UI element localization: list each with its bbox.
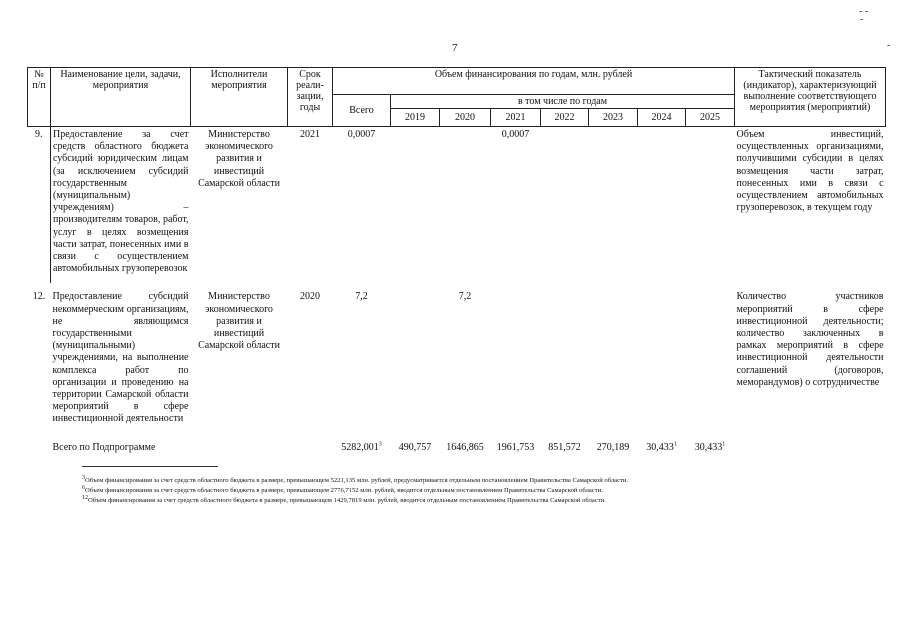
- row-indicator: Количество участников мероприятий в сфере инвестиционной деятельности; количество заключенных в рамках мероприятий в сфере инвестиционной деятельности соглашений (договоров, меморандумов) о сотрудничестве: [736, 291, 884, 388]
- page-number: 7: [452, 42, 458, 54]
- totals-y2022: 851,572: [548, 441, 581, 453]
- row-y2019: [391, 283, 440, 429]
- row-y2021: [491, 283, 541, 429]
- row-y2020: [440, 127, 491, 284]
- row-y2021: 0,0007: [501, 129, 530, 140]
- row-y2023: [589, 127, 638, 284]
- totals-total: 5282,001$^3$: [341, 441, 382, 453]
- row-num: 9.: [35, 129, 43, 140]
- totals-y2019: 490,757: [398, 441, 432, 453]
- row-total: 7,2: [355, 291, 368, 303]
- row-y2024: [638, 127, 686, 284]
- row-term: 2020: [300, 291, 320, 303]
- row-y2025: [686, 283, 735, 429]
- totals-y2025: 30,433$^1$: [694, 441, 726, 453]
- row-term: 2021: [300, 129, 320, 140]
- header-indicator: Тактический показатель (индикатор), характеризующий выполнение соответствующего мероприятия (мероприятий): [735, 68, 886, 127]
- table-row: [28, 283, 886, 429]
- row-indicator: Объем инвестиций, осуществленных организациями, получившими субсидии в целях возмещения части затрат, понесенных ими в связи с осуществлением автомобильных грузоперевозок, в текущем году: [736, 129, 884, 214]
- row-executor: Министерство экономического развития и инвестиций Самарской области: [198, 291, 280, 352]
- row-y2023: [589, 283, 638, 429]
- row-y2022: [541, 283, 589, 429]
- header-funding: Объем финансирования по годам, млн. рублей: [333, 68, 735, 95]
- header-name: Наименование цели, задачи, мероприятия: [51, 68, 191, 127]
- header-year: 2019: [391, 109, 440, 127]
- row-name: Предоставление за счет средств областного бюджета субсидий юридическим лицам (за исключением субсидий государственным (муниципальным) учреждениям) – производителям товаров, работ, услуг в целях возмещения части затрат, понесенных ими в связи с осуществлением автомобильных грузоперевозок: [51, 127, 191, 284]
- totals-row: [28, 430, 886, 455]
- header-including: в том числе по годам: [391, 95, 735, 109]
- row-num: 12.: [32, 291, 46, 303]
- scan-mark: -: [887, 40, 891, 51]
- row-y2024: [638, 283, 686, 429]
- header-total: Всего: [333, 95, 391, 127]
- row-y2025: [686, 127, 735, 284]
- row-total: 0,0007: [347, 129, 376, 140]
- footnote: $^{12}$Объем финансирования за счет средств областного бюджета в размере, превышающем 1429,7819 млн. рублей, вводится отдельным постановлением Правительства Самарской области.: [82, 494, 606, 504]
- row-y2022: [541, 127, 589, 284]
- table-row: [28, 127, 886, 284]
- header-year: 2021: [491, 109, 541, 127]
- footnote: $^3$Объем финансирования за счет средств областного бюджета в размере, превышающем 5221,135 млн. рублей, предусматривается отдельным постановлением Правительства Самарской области.: [82, 474, 629, 484]
- header-executors: Исполнители мероприятия: [191, 68, 288, 127]
- header-term: Срок реали-зации, годы: [288, 68, 333, 127]
- header-year: 2025: [686, 109, 735, 127]
- header-num: № п/п: [28, 68, 51, 127]
- totals-y2023: 270,189: [596, 441, 630, 453]
- header-year: 2022: [541, 109, 589, 127]
- footnote-rule: [82, 466, 218, 467]
- header-year: 2020: [440, 109, 491, 127]
- financing-table: [27, 67, 886, 455]
- footnote: $^6$Объем финансирования за счет средств областного бюджета в размере, превышающем 2776,7152 млн. рублей, вводится отдельным постановлением Правительства Самарской области.: [82, 484, 603, 494]
- row-y2020: 7,2: [458, 291, 472, 303]
- scan-mark: -: [860, 14, 864, 25]
- totals-y2021: 1961,753: [496, 441, 535, 453]
- header-year: 2023: [589, 109, 638, 127]
- header-year: 2024: [638, 109, 686, 127]
- row-executor: Министерство экономического развития и инвестиций Самарской области: [198, 129, 280, 189]
- totals-label: Всего по Подпрограмме: [52, 441, 156, 453]
- totals-y2020: 1646,865: [446, 441, 484, 453]
- totals-y2024: 30,433$^1$: [646, 441, 677, 453]
- row-y2019: [391, 127, 440, 284]
- row-name: Предоставление субсидий некоммерческим организациям, не являющимся государственными (муниципальными) учреждениями, на выполнение комплекса работ по организации и проведению на территории Самарской области мероприятий в сфере инвестиционной деятельности: [52, 291, 189, 425]
- scan-mark: - -: [859, 6, 869, 17]
